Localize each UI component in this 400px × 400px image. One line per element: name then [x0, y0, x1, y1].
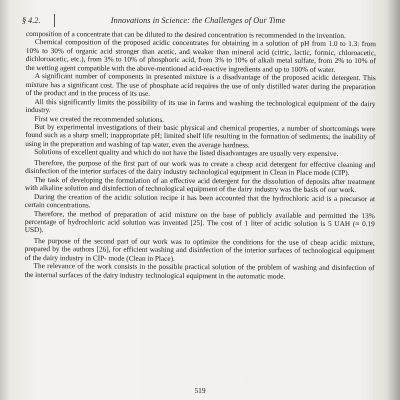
binding-shadow	[386, 0, 400, 400]
paragraph: composition of a concentrate that can be diluted to the desired concentration is recommended in the invention.	[25, 30, 346, 40]
paragraph: But by experimental investigations of their basic physical and chemical properties, a number of shortcomings were found such as a sharp smell; inappropriate pH; limited shelf life resulting in the formation of sediments; the inability of using in the preparation and washing of tap water, even the average hardness.	[25, 123, 376, 150]
paragraph: Chemical composition of the proposed acidic concentrates for obtaining in a solution of pH from 1.0 to 1.3: from 10% to 30% of organic acid stronger than acetic, and weaker than mineral acid (citric, lactic, formic, chloroacetic, dichloroacetic, etc.), from 3% to 10% of phosphoric acid, from 3% to 10% of alkali metal sulfate, from 2% to 10% of the wetting agent compatible with the above-mentioned acid-reactive ingredients and up to 100% of water.	[25, 38, 376, 74]
body-text	[24, 30, 376, 281]
running-header	[22, 16, 382, 30]
paragraph: The relevance of the work consists in the possible practical solution of the problem of washing and disinfection of the internal surfaces of the dairy industry technological equipment in the automatic mode.	[24, 262, 375, 281]
paragraph: The task of developing the formulation of an effective acid detergent for the dissolution of deposits after treatment with alkaline solution and disinfection of technological equipment of the dairy industry was the basis of our work.	[25, 175, 376, 195]
paragraph: During the creation of the acidic solution recipe it has been accounted that the hydrochloric acid is a precursor at certain concentrations.	[24, 192, 376, 210]
paragraph: A significant number of components in presented mixture is a disadvantage of the proposed acidic detergent. This mixture has a significant cost. The use of phosphate acid requires the use of only distilled water during the preparation of the product and in the process of its use.	[25, 72, 376, 98]
paragraph: Solutions of excellent quality and which do not have the listed disadvantages are usually very expensive.	[34, 148, 339, 159]
paragraph: The purpose of the second part of our work was to optimize the conditions for the use of cheap acidic mixture, prepared by the authors [26], for efficient washing and disinfection of the interior surfaces of technological equipment of the dairy industry in CIP- mode (Clean in Place).	[24, 236, 375, 263]
page-number: 519	[194, 386, 206, 395]
paragraph: First we created the recommended solutions.	[34, 114, 165, 124]
section-number: § 4.2.	[22, 16, 41, 25]
running-title: Innovations in Science: the Challenges of Our Time	[110, 16, 286, 25]
paragraph: All this significantly limits the possibility of its use in farms and washing the technological equipment of the dairy industry.	[25, 97, 376, 115]
paragraph: Therefore, the purpose of the first part of our work was to create a cheap acid detergent for effective cleaning and disinfection of the interior surfaces of the dairy industry technological equipment in Clean in Place mode (CIP).	[25, 158, 376, 178]
paragraph: Therefore, the method of preparation of acid mixture on the base of publicly available and permitted the 13% percentage of hydrochloric acid solution was invented [25]. The cost of 1 liter of acidic solution is 5 UAH (≈ 0.19 USD).	[24, 209, 375, 235]
